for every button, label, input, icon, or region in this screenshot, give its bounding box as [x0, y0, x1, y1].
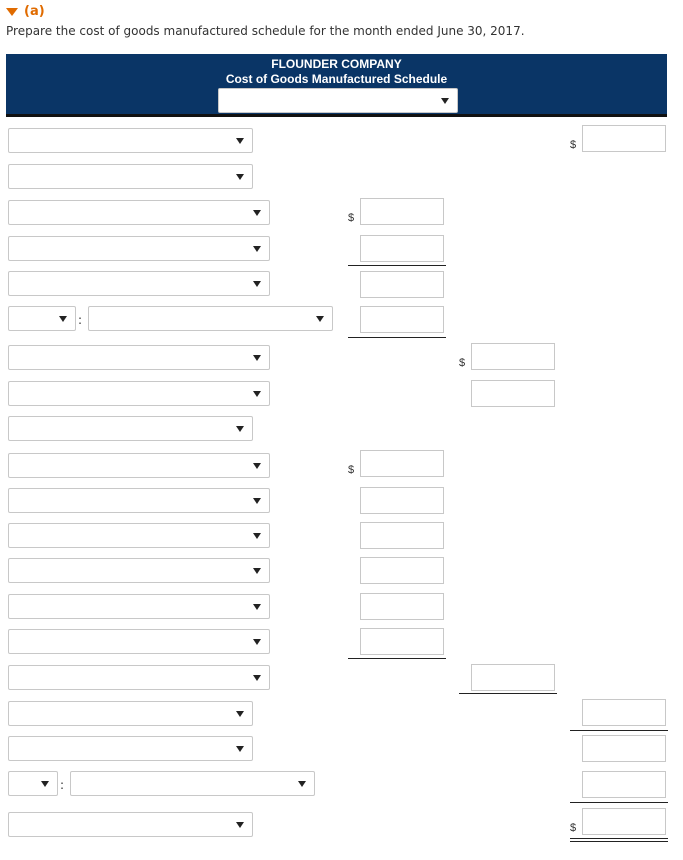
account-select-13[interactable]: [8, 558, 270, 583]
amount-input-col2-7[interactable]: [471, 343, 555, 370]
dollar-sign: $: [459, 357, 466, 369]
chevron-down-icon: [253, 391, 261, 397]
account-select-15[interactable]: [8, 629, 270, 654]
amount-input-col2-8[interactable]: [471, 380, 555, 407]
subtotal-rule: [348, 337, 446, 338]
account-select-4[interactable]: [8, 236, 270, 261]
chevron-down-icon: [59, 316, 67, 322]
chevron-down-icon: [253, 210, 261, 216]
amount-input-col1-12[interactable]: [360, 522, 444, 549]
part-a-header[interactable]: [6, 4, 45, 19]
amount-input-col1-14[interactable]: [360, 593, 444, 620]
subtotal-rule: [570, 730, 668, 731]
amount-input-col1-4[interactable]: [360, 235, 444, 262]
subtotal-rule: [570, 802, 668, 803]
chevron-down-icon: [41, 781, 49, 787]
amount-input-col1-11[interactable]: [360, 487, 444, 514]
amount-input-col1-10[interactable]: [360, 450, 444, 477]
chevron-down-icon: [236, 174, 244, 180]
account-select-19[interactable]: [70, 771, 315, 796]
account-select-8[interactable]: [8, 381, 270, 406]
account-select-1[interactable]: [8, 128, 253, 153]
chevron-down-icon: [253, 246, 261, 252]
company-name: FLOUNDER COMPANY: [271, 57, 402, 71]
chevron-down-icon: [253, 675, 261, 681]
amount-input-col1-6[interactable]: [360, 306, 444, 333]
total-double-rule: [570, 838, 668, 842]
chevron-down-icon: [253, 533, 261, 539]
amount-input-col1-3[interactable]: [360, 198, 444, 225]
amount-input-col3-20[interactable]: [582, 808, 666, 835]
account-select-10[interactable]: [8, 453, 270, 478]
amount-input-col3-1[interactable]: [582, 125, 666, 152]
period-select[interactable]: [218, 88, 458, 113]
amount-input-col1-5[interactable]: [360, 271, 444, 298]
chevron-down-icon: [253, 568, 261, 574]
amount-input-col3-18[interactable]: [582, 735, 666, 762]
account-select-20[interactable]: [8, 812, 253, 837]
amount-input-col1-15[interactable]: [360, 628, 444, 655]
chevron-down-icon: [236, 426, 244, 432]
chevron-down-icon: [253, 281, 261, 287]
colon-separator: :: [60, 778, 65, 792]
account-select-11[interactable]: [8, 488, 270, 513]
subtotal-rule: [459, 693, 557, 694]
account-select-18[interactable]: [8, 736, 253, 761]
chevron-down-icon: [253, 604, 261, 610]
amount-input-col1-13[interactable]: [360, 557, 444, 584]
chevron-down-icon: [316, 316, 324, 322]
chevron-down-icon: [253, 463, 261, 469]
prefix-select-6[interactable]: [8, 306, 76, 331]
account-select-14[interactable]: [8, 594, 270, 619]
schedule-title: Cost of Goods Manufactured Schedule: [225, 72, 448, 86]
account-select-5[interactable]: [8, 271, 270, 296]
dollar-sign: $: [348, 212, 355, 224]
chevron-down-icon: [236, 822, 244, 828]
amount-input-col3-17[interactable]: [582, 699, 666, 726]
collapse-caret-icon[interactable]: [6, 8, 18, 16]
account-select-17[interactable]: [8, 701, 253, 726]
amount-input-col3-19[interactable]: [582, 771, 666, 798]
account-select-7[interactable]: [8, 345, 270, 370]
chevron-down-icon: [298, 781, 306, 787]
dollar-sign: $: [570, 139, 577, 151]
colon-separator: :: [78, 313, 83, 327]
prefix-select-19[interactable]: [8, 771, 58, 796]
chevron-down-icon: [253, 639, 261, 645]
instruction-text: Prepare the cost of goods manufactured schedule for the month ended June 30, 2017.: [6, 24, 525, 38]
dollar-sign: $: [570, 822, 577, 834]
subtotal-rule: [348, 658, 446, 659]
chevron-down-icon: [441, 98, 449, 104]
account-select-3[interactable]: [8, 200, 270, 225]
account-select-9[interactable]: [8, 416, 253, 441]
chevron-down-icon: [236, 746, 244, 752]
account-select-6[interactable]: [88, 306, 333, 331]
chevron-down-icon: [236, 711, 244, 717]
chevron-down-icon: [253, 498, 261, 504]
amount-input-col2-16[interactable]: [471, 664, 555, 691]
subtotal-rule: [348, 265, 446, 266]
account-select-12[interactable]: [8, 523, 270, 548]
dollar-sign: $: [348, 464, 355, 476]
part-label: (a): [24, 4, 45, 19]
chevron-down-icon: [236, 138, 244, 144]
chevron-down-icon: [253, 355, 261, 361]
schedule-header: [6, 54, 667, 117]
account-select-16[interactable]: [8, 665, 270, 690]
account-select-2[interactable]: [8, 164, 253, 189]
